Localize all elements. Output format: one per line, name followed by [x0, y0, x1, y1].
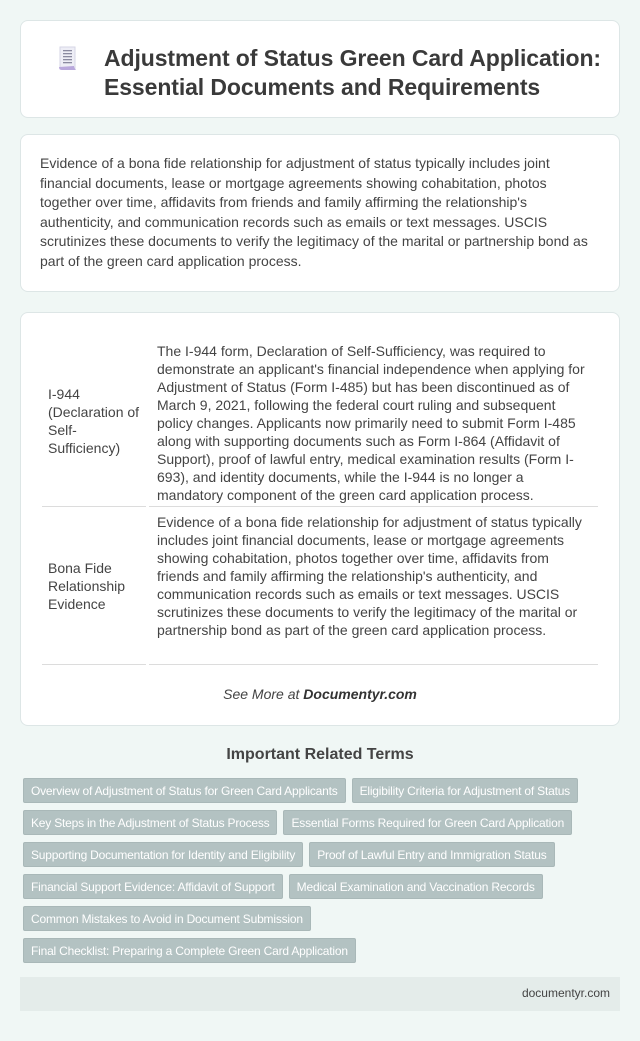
- related-term-tag[interactable]: Essential Forms Required for Green Card Application: [283, 810, 572, 835]
- related-terms-title: Important Related Terms: [226, 746, 414, 763]
- related-term-tag[interactable]: Financial Support Evidence: Affidavit of Support: [23, 874, 283, 899]
- see-more-line: [20, 686, 620, 702]
- related-term-tag[interactable]: Supporting Documentation for Identity and Eligibility: [23, 842, 303, 867]
- table-row: [42, 507, 598, 665]
- related-terms-list: [23, 778, 613, 963]
- related-term-tag[interactable]: Common Mistakes to Avoid in Document Submission: [23, 906, 311, 931]
- footer: [20, 977, 620, 1011]
- related-term-tag[interactable]: Key Steps in the Adjustment of Status Process: [23, 810, 277, 835]
- document-receipt-icon: [58, 46, 78, 72]
- description-cell: The I-944 form, Declaration of Self-Sufficiency, was required to demonstrate an applicant's financial independence when applying for Adjustment of Status (Form I-485) but has been discontinued as of March 9, 2021, following the federal court ruling and subsequent policy changes. Applicants now primarily need to submit Form I-485 along with supporting documents such as Form I-864 (Affidavit of Support), proof of lawful entry, medical examination results (Form I-693), and identity documents, while the I-944 is no longer a mandatory component of the green card application process.: [149, 336, 598, 507]
- see-more-link[interactable]: Documentyr.com: [303, 686, 417, 702]
- term-cell: Bona Fide Relationship Evidence: [42, 507, 146, 665]
- summary-text: Evidence of a bona fide relationship for adjustment of status typically includes joint financial documents, lease or mortgage agreements showing cohabitation, photos together over time, affidavits from friends and family affirming the relationship's authenticity, and communication records such as emails or text messages. USCIS scrutinizes these documents to verify the legitimacy of the marital or partnership bond as part of the green card application process.: [40, 155, 588, 269]
- footer-site-link[interactable]: documentyr.com: [521, 986, 610, 1000]
- description-cell: Evidence of a bona fide relationship for adjustment of status typically includes joint financial documents, lease or mortgage agreements showing cohabitation, photos together over time, affidavits from friends and family affirming the relationship's authenticity, and communication records such as emails or text messages. USCIS scrutinizes these documents to verify the legitimacy of the marital or partnership bond as part of the green card application process.: [149, 507, 598, 665]
- related-term-tag[interactable]: Medical Examination and Vaccination Records: [289, 874, 543, 899]
- table-row: [42, 336, 598, 507]
- related-term-tag[interactable]: Proof of Lawful Entry and Immigration Status: [309, 842, 554, 867]
- related-term-tag[interactable]: Final Checklist: Preparing a Complete Green Card Application: [23, 938, 356, 963]
- see-more-prefix: See More at: [223, 686, 304, 702]
- related-term-tag[interactable]: Eligibility Criteria for Adjustment of Status: [352, 778, 578, 803]
- related-term-tag[interactable]: Overview of Adjustment of Status for Green Card Applicants: [23, 778, 346, 803]
- definitions-table: [42, 336, 598, 665]
- page-title: Adjustment of Status Green Card Application: Essential Documents and Requirements: [104, 45, 601, 100]
- term-cell: I-944 (Declaration of Self-Sufficiency): [42, 336, 146, 507]
